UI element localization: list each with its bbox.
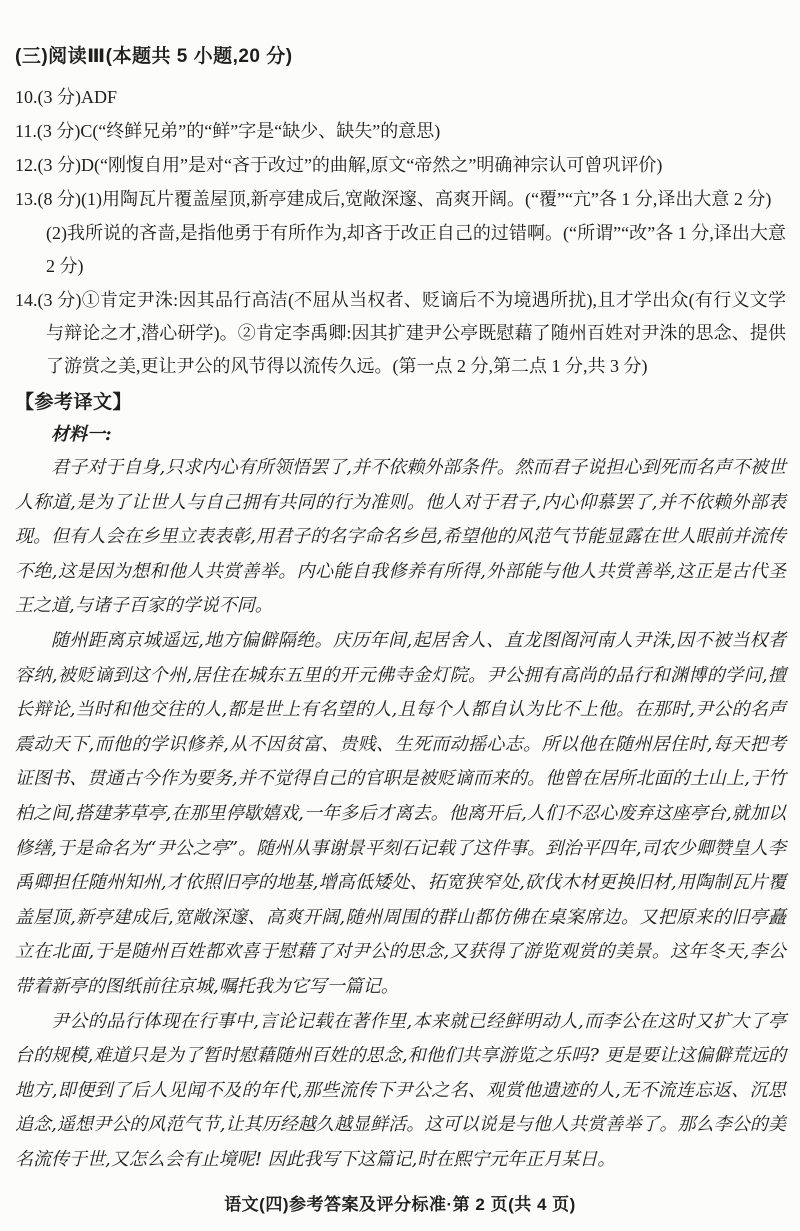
answer-q14: 14.(3 分)①肯定尹洙:因其品行高洁(不屈从当权者、贬谪后不为境遇所扰),且才学出众(有行义文学与辩论之才,潜心研学)。②肯定李禹卿:因其扩建尹公亭既慰藉了随州百姓对尹洙的思念、提供了游赏之美,更让尹公的风节得以流传久远。(第一点 2 分,第二点 1 分,共 3 分) xyxy=(15,290,786,376)
answer-q13-part2: (2)我所说的吝啬,是指他勇于有所作为,却吝于改正自己的过错啊。(“所谓”“改”各 1 分,译出大意 2 分) xyxy=(46,223,786,276)
page-footer: 语文(四)参考答案及评分标准·第 2 页(共 4 页) xyxy=(224,1195,576,1214)
answers-section xyxy=(15,81,786,383)
reference-translation-heading: 【参考译文】 xyxy=(15,392,133,413)
answer-q13-part1: 13.(8 分)(1)用陶瓦片覆盖屋顶,新亭建成后,宽敞深邃、高爽开阔。(“覆”“亢”各 1 分,译出大意 2 分) xyxy=(15,189,772,209)
answer-q12: 12.(3 分)D(“刚愎自用”是对“吝于改过”的曲解,原文“帝然之”明确神宗认可曾巩评价) xyxy=(15,155,663,175)
material-one-label: 材料一: xyxy=(51,424,112,445)
reference-translation-section xyxy=(15,418,786,1177)
translation-paragraph-1: 君子对于自身,只求内心有所领悟罢了,并不依赖外部条件。然而君子说担心到死而名声不被世人称道,是为了让世人与自己拥有共同的行为准则。他人对于君子,内心仰慕罢了,并不依赖外部表现。但有人会在乡里立表表彰,用君子的名字命名乡邑,希望他的风范气节能显露在世人眼前并流传不绝,这是因为想和他人共赏善举。内心能自我修养有所得,外部能与他人共赏善举,这正是古代圣王之道,与诸子百家的学说不同。 xyxy=(15,457,786,617)
answer-q10: 10.(3 分)ADF xyxy=(15,87,117,107)
translation-paragraph-3: 尹公的品行体现在行事中,言论记载在著作里,本来就已经鲜明动人,而李公在这时又扩大了亭台的规模,难道只是为了暂时慰藉随州百姓的思念,和他们共享游览之乐吗? 更是要让这偏僻荒远的地方,即便到了后人见闻不及的年代,那些流传下尹公之名、观赏他遗迹的人,无不流连忘返、沉思追念,遥想尹公的风范气节,让其历经越久越显鲜活。这可以说是与他人共赏善举了。那么李公的美名流传于世,又怎么会有止境呢! 因此我写下这篇记,时在熙宁元年正月某日。 xyxy=(15,1010,786,1170)
answer-q11: 11.(3 分)C(“终鲜兄弟”的“鲜”字是“缺少、缺失”的意思) xyxy=(15,121,441,141)
translation-paragraph-2: 随州距离京城遥远,地方偏僻隔绝。庆历年间,起居舍人、直龙图阁河南人尹洙,因不被当权者容纳,被贬谪到这个州,居住在城东五里的开元佛寺金灯院。尹公拥有高尚的品行和渊博的学问,擅长辩论,当时和他交往的人,都是世上有名望的人,且每个人都自认为比不上他。在那时,尹公的名声震动天下,而他的学识修养,从不因贫富、贵贱、生死而动摇心志。所以他在随州居住时,每天把考证图书、贯通古今作为要务,并不觉得自己的官职是被贬谪而来的。他曾在居所北面的土山上,于竹柏之间,搭建茅草亭,在那里停歇嬉戏,一年多后才离去。他离开后,人们不忍心废弃这座亭台,就加以修缮,于是命名为“尹公之亭”。随州从事谢景平刻石记载了这件事。到治平四年,司农少卿赞皇人李禹卿担任随州知州,才依照旧亭的地基,增高低矮处、拓宽狭窄处,砍伐木材更换旧材,用陶制瓦片覆盖屋顶,新亭建成后,宽敞深邃、高爽开阔,随州周围的群山都仿佛在桌案席边。又把原来的旧亭矗立在北面,于是随州百姓都欢喜于慰藉了对尹公的思念,又获得了游览观赏的美景。这年冬天,李公带着新亭的图纸前往京城,嘱托我为它写一篇记。 xyxy=(15,629,786,997)
section-heading: (三)阅读Ⅲ(本题共 5 小题,20 分) xyxy=(15,46,293,67)
